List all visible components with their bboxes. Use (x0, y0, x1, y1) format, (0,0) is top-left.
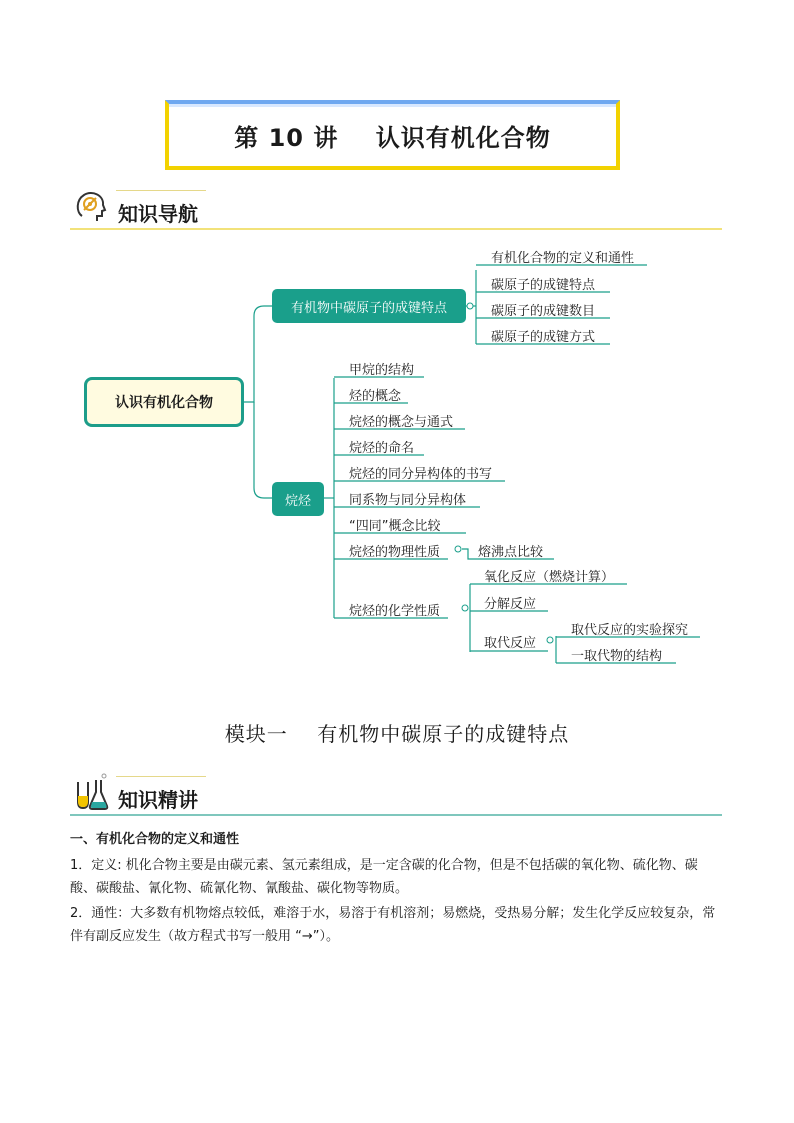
section-top-rule (116, 776, 206, 777)
mindmap-leaf: 一取代物的结构 (571, 649, 663, 664)
mindmap-leaf: 烷烃的化学性质 (349, 604, 441, 619)
mindmap-leaf: 取代反应的实验探究 (571, 623, 689, 638)
mindmap-leaf: 烷烃的概念与通式 (349, 415, 454, 430)
mindmap-leaf: 烷烃的同分异构体的书写 (349, 467, 493, 482)
mindmap-leaf: “四同”概念比较 (349, 519, 441, 534)
mindmap-branch-alkanes: 烷烃 (272, 482, 324, 516)
mindmap-leaf: 烷烃的命名 (349, 441, 415, 456)
mindmap-leaf: 有机化合物的定义和通性 (491, 251, 635, 266)
mindmap-leaf: 分解反应 (484, 597, 537, 612)
mindmap-leaf: 氧化反应（燃烧计算） (484, 570, 615, 585)
content-heading: 一、有机化合物的定义和通性 (70, 832, 240, 847)
mindmap-leaf: 烃的概念 (349, 389, 402, 404)
mindmap-leaf: 碳原子的成键数目 (491, 304, 596, 319)
page-title: 第 10 讲 认识有机化合物 (234, 123, 551, 152)
mindmap-leaf: 甲烷的结构 (349, 363, 415, 378)
section-label-nav: 知识导航 (118, 202, 198, 226)
section-rule (70, 814, 722, 816)
mindmap-leaf: 熔沸点比较 (478, 545, 544, 560)
section-label-lecture: 知识精讲 (118, 788, 198, 812)
content-paragraph-properties: 2．通性：大多数有机物熔点较低，难溶于水，易溶于有机溶剂；易燃烧，受热易分解；发生化学反应较复杂，常伴有副反应发生（故方程式书写一般用 “→”）。 (70, 906, 716, 944)
module-title: 模块一 有机物中碳原子的成键特点 (224, 722, 570, 746)
content-paragraph-definition: 1．定义: 机化合物主要是由碳元素、氢元素组成，是一定含碳的化合物，但是不包括碳的氧化物、硫化物、碳酸、碳酸盐、氰化物、硫氰化物、氰酸盐、碳化物等物质。 (70, 858, 698, 896)
mindmap-leaf: 烷烃的物理性质 (349, 545, 441, 560)
mindmap-root: 认识有机化合物 (84, 377, 244, 427)
mindmap-leaf: 碳原子的成键方式 (491, 330, 596, 345)
section-header-lecture (70, 772, 722, 816)
mindmap-leaf: 取代反应 (484, 636, 537, 651)
mindmap-leaf: 碳原子的成键特点 (491, 278, 596, 293)
mindmap-branch-carbon-bonding: 有机物中碳原子的成键特点 (272, 289, 466, 323)
mindmap-leaf: 同系物与同分异构体 (349, 493, 467, 508)
lab-flask-icon (70, 772, 110, 812)
